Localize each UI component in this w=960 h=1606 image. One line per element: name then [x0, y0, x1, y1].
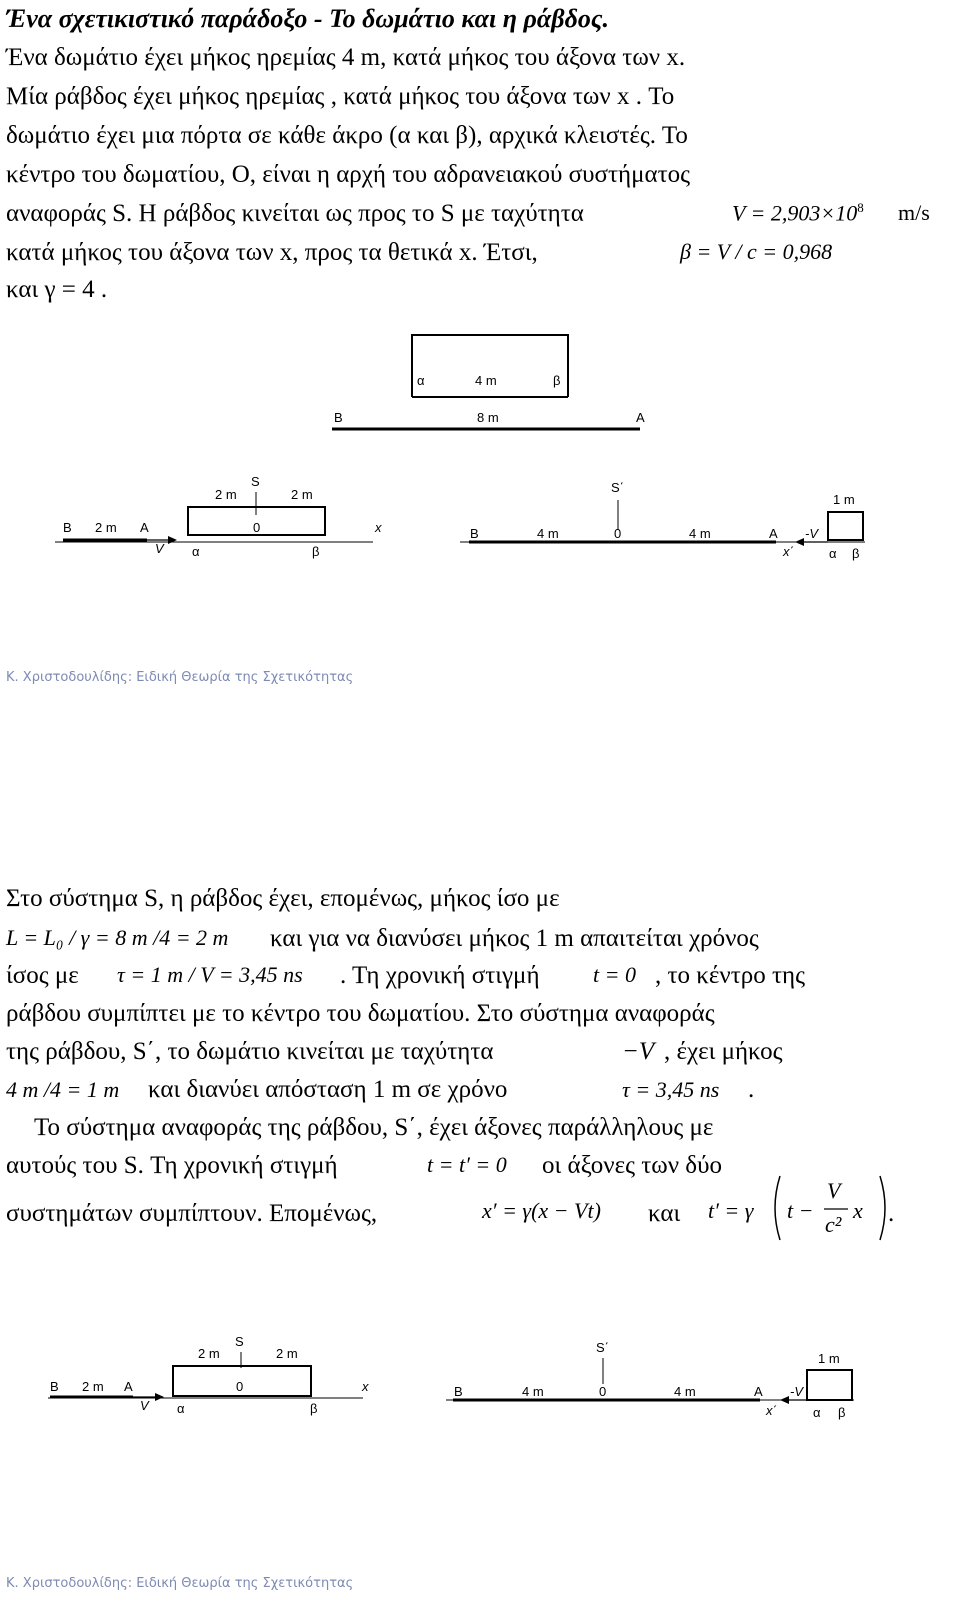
label-4m-left-2: 4 m — [522, 1384, 544, 1399]
label-rod-2m-2: 2 m — [82, 1379, 104, 1394]
body-line-1: Στο σύστημα S, η ράβδος έχει, επομένως, μήκος ίσο με — [6, 885, 560, 912]
intro-line-4: κέντρο του δωματίου, Ο, είναι η αρχή του αδρανειακού συστήματος — [6, 161, 691, 188]
fraction-x: x — [853, 1198, 863, 1223]
body-line-4: ράβδου συμπίπτει με το κέντρο του δωματίου. Στο σύστημα αναφοράς — [6, 1000, 715, 1027]
body-line-3c: , το κέντρο της — [655, 962, 805, 989]
label-B: B — [63, 520, 72, 535]
body-line-3a: ίσος με — [6, 962, 79, 989]
label-x-prime-axis: x΄ — [783, 544, 794, 559]
beta-formula: β = V / c = 0,968 — [680, 239, 833, 264]
frame-S-2 — [48, 1334, 369, 1416]
label-x-prime-axis-2: x΄ — [766, 1403, 777, 1418]
rod-end-A: Α — [636, 410, 645, 425]
label-2m-right: 2 m — [291, 487, 313, 502]
label-minus-V-2: -V — [790, 1384, 803, 1399]
room-rod-diagram — [320, 325, 660, 440]
label-alpha: α — [192, 544, 200, 559]
label-beta-prime-2: β — [838, 1405, 846, 1420]
label-A-prime: A — [769, 526, 778, 541]
label-B-prime: B — [470, 526, 479, 541]
intro-line-7: και γ = 4 . — [6, 276, 108, 303]
t-zero: t = 0 — [593, 962, 636, 987]
intro-line-2: Μία ράβδος έχει μήκος ηρεμίας , κατά μήκος του άξονα των x . Το — [6, 83, 675, 110]
label-alpha-prime-2: α — [813, 1405, 821, 1420]
formula-period: . — [888, 1200, 895, 1227]
tau-formula: τ = 1 m / V = 3,45 ns — [117, 962, 303, 987]
intro-line-5: αναφοράς S. Η ράβδος κινείται ως προς το S με ταχύτητα — [6, 200, 584, 227]
contracted-length: 4 m /4 = 1 m — [6, 1077, 120, 1102]
fraction-denominator: c² — [825, 1212, 842, 1237]
label-1m-2: 1 m — [818, 1351, 840, 1366]
label-A: A — [140, 520, 149, 535]
lorentz-t-prefix: t′ = γ — [708, 1198, 754, 1223]
body-line-6b: . — [748, 1076, 755, 1103]
label-beta-prime: β — [852, 546, 860, 561]
label-2m-left-2: 2 m — [198, 1346, 220, 1361]
body-line-9a: συστημάτων συμπίπτουν. Επομένως, — [6, 1200, 378, 1227]
label-A-2: A — [124, 1379, 133, 1394]
label-origin-prime-2: 0 — [599, 1384, 607, 1399]
label-V-2: V — [140, 1398, 149, 1413]
label-beta: β — [312, 544, 320, 559]
label-2m-right-2: 2 m — [276, 1346, 298, 1361]
rod-length: 8 m — [477, 410, 499, 425]
and-word: και — [648, 1200, 681, 1227]
label-origin: 0 — [253, 520, 261, 535]
label-S-prime: S΄ — [611, 480, 624, 495]
footer-credit-1: Κ. Χριστοδουλίδης: Ειδική Θεωρία της Σχετικότητας — [6, 670, 354, 685]
frames-diagram-bottom — [48, 1330, 878, 1430]
page-title: Ένα σχετικιστικό παράδοξο - Το δωμάτιο και η ράβδος. — [6, 4, 609, 33]
label-S-2: S — [235, 1334, 244, 1349]
label-2m-left: 2 m — [215, 487, 237, 502]
fraction-numerator: V — [827, 1178, 841, 1203]
t-t-prime-zero: t = t′ = 0 — [427, 1152, 507, 1177]
frame-S-prime — [460, 480, 865, 561]
body-line-5a: της ράβδου, S΄, το δωμάτιο κινείται με ταχύτητα — [6, 1038, 494, 1065]
body-line-3b: . Τη χρονική στιγμή — [340, 962, 540, 989]
footer-credit-2: Κ. Χριστοδουλίδης: Ειδική Θεωρία της Σχετικότητας — [6, 1576, 354, 1591]
body-line-8a: αυτούς του S. Τη χρονική στιγμή — [6, 1152, 338, 1179]
intro-line-6: κατά μήκος του άξονα των x, προς τα θετικά x. Έτσι, — [6, 239, 538, 266]
velocity-formula: $V = 2,903\times 10^8$ — [732, 200, 864, 226]
frame-S-prime-2 — [446, 1340, 854, 1420]
tau-formula-2: τ = 3,45 ns — [622, 1077, 720, 1102]
label-V: V — [155, 541, 164, 556]
frame-S — [55, 474, 382, 559]
intro-line-3: δωμάτιο έχει μια πόρτα σε κάθε άκρο (α και β), αρχικά κλειστές. Το — [6, 122, 688, 149]
room-door-beta: β — [553, 373, 561, 388]
lorentz-t-term: t − — [787, 1198, 814, 1223]
room-length: 4 m — [475, 373, 497, 388]
label-origin-prime: 0 — [614, 526, 622, 541]
body-line-7: Το σύστημα αναφοράς της ράβδου, S΄, έχει άξονες παράλληλους με — [34, 1114, 714, 1141]
room-door-alpha: α — [417, 373, 425, 388]
length-formula: L = L₀ / γ = 8 m /4 = 2 m — [6, 925, 229, 950]
rod-end-B: Β — [334, 410, 343, 425]
label-4m-right: 4 m — [689, 526, 711, 541]
lorentz-x: x′ = γ(x − Vt) — [482, 1198, 601, 1223]
label-B-2: B — [50, 1379, 59, 1394]
label-x-axis: x — [375, 520, 382, 535]
label-origin-2: 0 — [236, 1379, 244, 1394]
velocity-unit: m/s — [898, 200, 930, 225]
frames-diagram-top — [55, 470, 875, 575]
label-minus-V: -V — [805, 526, 818, 541]
label-4m-right-2: 4 m — [674, 1384, 696, 1399]
minus-V: −V — [622, 1038, 655, 1065]
label-S: S — [251, 474, 260, 489]
label-1m: 1 m — [833, 492, 855, 507]
label-x-axis-2: x — [362, 1379, 369, 1394]
label-A-prime-2: A — [754, 1384, 763, 1399]
label-alpha-2: α — [177, 1401, 185, 1416]
label-4m-left: 4 m — [537, 526, 559, 541]
label-B-prime-2: B — [454, 1384, 463, 1399]
room-S-prime-2 — [807, 1370, 852, 1400]
room-S-prime — [828, 512, 863, 540]
body-line-2: και για να διανύσει μήκος 1 m απαιτείται χρόνος — [270, 925, 759, 952]
label-alpha-prime: α — [829, 546, 837, 561]
body-line-6a: και διανύει απόσταση 1 m σε χρόνο — [148, 1076, 508, 1103]
label-rod-2m: 2 m — [95, 520, 117, 535]
label-S-prime-2: S΄ — [596, 1340, 609, 1355]
intro-line-1: Ένα δωμάτιο έχει μήκος ηρεμίας 4 m, κατά μήκος του άξονα των x. — [6, 44, 686, 71]
label-beta-2: β — [310, 1401, 318, 1416]
body-line-8b: οι άξονες των δύο — [542, 1152, 722, 1179]
body-line-5b: , έχει μήκος — [664, 1038, 783, 1065]
